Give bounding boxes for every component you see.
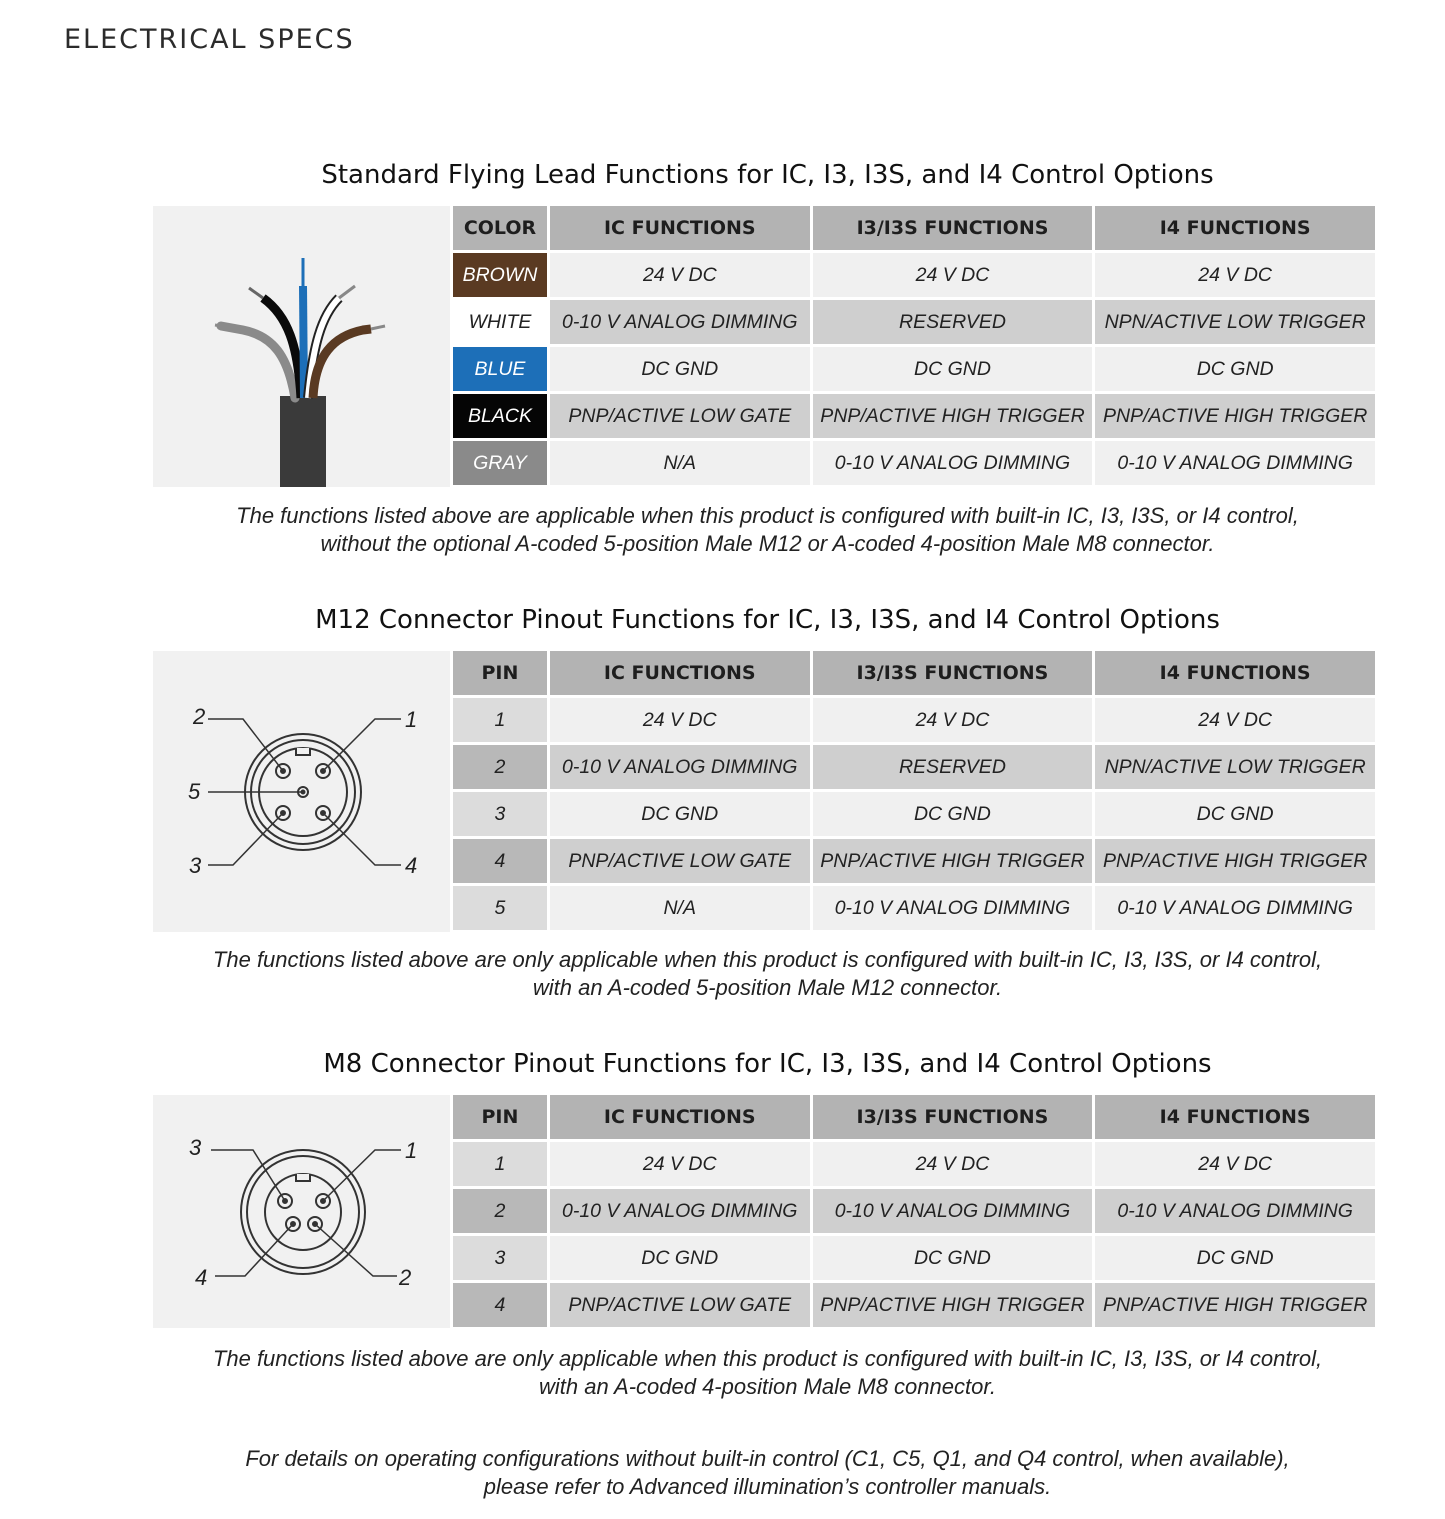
pin-cell: 3	[453, 1236, 547, 1280]
pin-label: 4	[195, 1265, 208, 1290]
i3-cell: 0-10 V ANALOG DIMMING	[813, 1189, 1093, 1233]
pin-label: 3	[189, 853, 202, 878]
table-row	[453, 745, 1375, 789]
i4-cell: PNP/ACTIVE HIGH TRIGGER	[1095, 839, 1375, 883]
ic-cell: N/A	[550, 441, 810, 485]
note-line: The functions listed above are applicable when this product is configured with built-in IC, I3, I3S, or I4 control,	[236, 503, 1299, 528]
color-cell: BROWN	[453, 253, 547, 297]
pin-label: 3	[189, 1135, 202, 1160]
header-i4: I4 FUNCTIONS	[1095, 651, 1375, 695]
i4-cell: NPN/ACTIVE LOW TRIGGER	[1095, 300, 1375, 344]
i4-cell: 24 V DC	[1095, 698, 1375, 742]
m12-diagram	[153, 651, 453, 932]
i4-cell: PNP/ACTIVE HIGH TRIGGER	[1095, 394, 1375, 438]
color-cell: BLUE	[453, 347, 547, 391]
header-ic: IC FUNCTIONS	[550, 651, 810, 695]
ic-cell: 24 V DC	[550, 698, 810, 742]
header-color: COLOR	[453, 206, 547, 250]
i3-cell: DC GND	[813, 347, 1093, 391]
table-row	[453, 792, 1375, 836]
ic-cell: 0-10 V ANALOG DIMMING	[550, 1189, 810, 1233]
pin-cell: 1	[453, 1142, 547, 1186]
i3-cell: 24 V DC	[813, 1142, 1093, 1186]
i3-cell: 24 V DC	[813, 253, 1093, 297]
m8-table	[450, 1092, 1378, 1330]
i4-cell: DC GND	[1095, 1236, 1375, 1280]
footer-note	[0, 1445, 1445, 1501]
color-cell: GRAY	[453, 441, 547, 485]
pin-cell: 5	[453, 886, 547, 930]
i4-cell: 24 V DC	[1095, 1142, 1375, 1186]
flying-lead-title: Standard Flying Lead Functions for IC, I3, I3S, and I4 Control Options	[321, 160, 1214, 190]
note-line: without the optional A-coded 5-position Male M12 or A-coded 4-position Male M8 connector.	[320, 531, 1215, 556]
header-i3: I3/I3S FUNCTIONS	[813, 206, 1093, 250]
note-line: with an A-coded 4-position Male M8 connector.	[539, 1374, 996, 1399]
page-title: ELECTRICAL SPECS	[64, 24, 355, 55]
i3-cell: 24 V DC	[813, 698, 1093, 742]
color-cell: BLACK	[453, 394, 547, 438]
pin-label: 5	[188, 779, 201, 804]
flying-lead-table	[450, 203, 1378, 488]
i4-cell: PNP/ACTIVE HIGH TRIGGER	[1095, 1283, 1375, 1327]
ic-cell: 24 V DC	[550, 253, 810, 297]
header-pin: PIN	[453, 651, 547, 695]
header-i4: I4 FUNCTIONS	[1095, 1095, 1375, 1139]
note-line: The functions listed above are only applicable when this product is configured with built-in IC, I3, I3S, or I4 control,	[212, 1346, 1323, 1371]
flying-lead-note	[0, 502, 1445, 558]
pin-label: 1	[405, 707, 418, 732]
header-i3: I3/I3S FUNCTIONS	[813, 651, 1093, 695]
note-line: please refer to Advanced illumination’s controller manuals.	[483, 1474, 1052, 1499]
ic-cell: 0-10 V ANALOG DIMMING	[550, 745, 810, 789]
ic-cell: DC GND	[550, 347, 810, 391]
table-row	[453, 1189, 1375, 1233]
i3-cell: DC GND	[813, 792, 1093, 836]
cable-icon	[153, 206, 453, 487]
note-line: The functions listed above are only applicable when this product is configured with built-in IC, I3, I3S, or I4 control,	[212, 947, 1323, 972]
header-i4: I4 FUNCTIONS	[1095, 206, 1375, 250]
m12-connector-icon	[153, 651, 453, 932]
table-row	[453, 698, 1375, 742]
i3-cell: DC GND	[813, 1236, 1093, 1280]
pin-cell: 3	[453, 792, 547, 836]
ic-cell: DC GND	[550, 1236, 810, 1280]
header-ic: IC FUNCTIONS	[550, 206, 810, 250]
table-row	[453, 1236, 1375, 1280]
i3-cell: PNP/ACTIVE HIGH TRIGGER	[813, 394, 1093, 438]
m12-note	[0, 946, 1445, 1002]
i4-cell: 24 V DC	[1095, 253, 1375, 297]
m12-title: M12 Connector Pinout Functions for IC, I3, I3S, and I4 Control Options	[315, 605, 1220, 635]
i3-cell: 0-10 V ANALOG DIMMING	[813, 441, 1093, 485]
table-row	[453, 300, 1375, 344]
table-row	[453, 886, 1375, 930]
i3-cell: 0-10 V ANALOG DIMMING	[813, 886, 1093, 930]
m12-table	[450, 648, 1378, 933]
i3-cell: PNP/ACTIVE HIGH TRIGGER	[813, 839, 1093, 883]
pin-label: 2	[399, 1265, 412, 1290]
table-row	[453, 441, 1375, 485]
pin-cell: 4	[453, 1283, 547, 1327]
table-row	[453, 253, 1375, 297]
i3-cell: RESERVED	[813, 745, 1093, 789]
pin-label: 4	[405, 853, 418, 878]
header-ic: IC FUNCTIONS	[550, 1095, 810, 1139]
note-line: For details on operating configurations without built-in control (C1, C5, Q1, and Q4 control, when available),	[245, 1446, 1290, 1471]
flying-lead-diagram	[153, 206, 453, 487]
i4-cell: 0-10 V ANALOG DIMMING	[1095, 886, 1375, 930]
table-row	[453, 839, 1375, 883]
color-cell: WHITE	[453, 300, 547, 344]
ic-cell: PNP/ACTIVE LOW GATE	[550, 839, 810, 883]
i4-cell: DC GND	[1095, 792, 1375, 836]
note-line: with an A-coded 5-position Male M12 connector.	[532, 975, 1003, 1000]
m8-note	[0, 1345, 1445, 1401]
ic-cell: 0-10 V ANALOG DIMMING	[550, 300, 810, 344]
header-pin: PIN	[453, 1095, 547, 1139]
pin-cell: 2	[453, 745, 547, 789]
i4-cell: NPN/ACTIVE LOW TRIGGER	[1095, 745, 1375, 789]
i4-cell: DC GND	[1095, 347, 1375, 391]
i4-cell: 0-10 V ANALOG DIMMING	[1095, 1189, 1375, 1233]
pin-cell: 1	[453, 698, 547, 742]
ic-cell: PNP/ACTIVE LOW GATE	[550, 1283, 810, 1327]
pin-cell: 2	[453, 1189, 547, 1233]
m8-title: M8 Connector Pinout Functions for IC, I3, I3S, and I4 Control Options	[323, 1049, 1212, 1079]
ic-cell: DC GND	[550, 792, 810, 836]
pin-cell: 4	[453, 839, 547, 883]
i3-cell: PNP/ACTIVE HIGH TRIGGER	[813, 1283, 1093, 1327]
pin-label: 2	[193, 704, 206, 729]
ic-cell: N/A	[550, 886, 810, 930]
m8-diagram	[153, 1095, 453, 1328]
m8-connector-icon	[153, 1095, 453, 1328]
table-row	[453, 347, 1375, 391]
i4-cell: 0-10 V ANALOG DIMMING	[1095, 441, 1375, 485]
header-i3: I3/I3S FUNCTIONS	[813, 1095, 1093, 1139]
ic-cell: 24 V DC	[550, 1142, 810, 1186]
table-row	[453, 1283, 1375, 1327]
ic-cell: PNP/ACTIVE LOW GATE	[550, 394, 810, 438]
i3-cell: RESERVED	[813, 300, 1093, 344]
table-row	[453, 394, 1375, 438]
table-row	[453, 1142, 1375, 1186]
pin-label: 1	[405, 1138, 418, 1163]
